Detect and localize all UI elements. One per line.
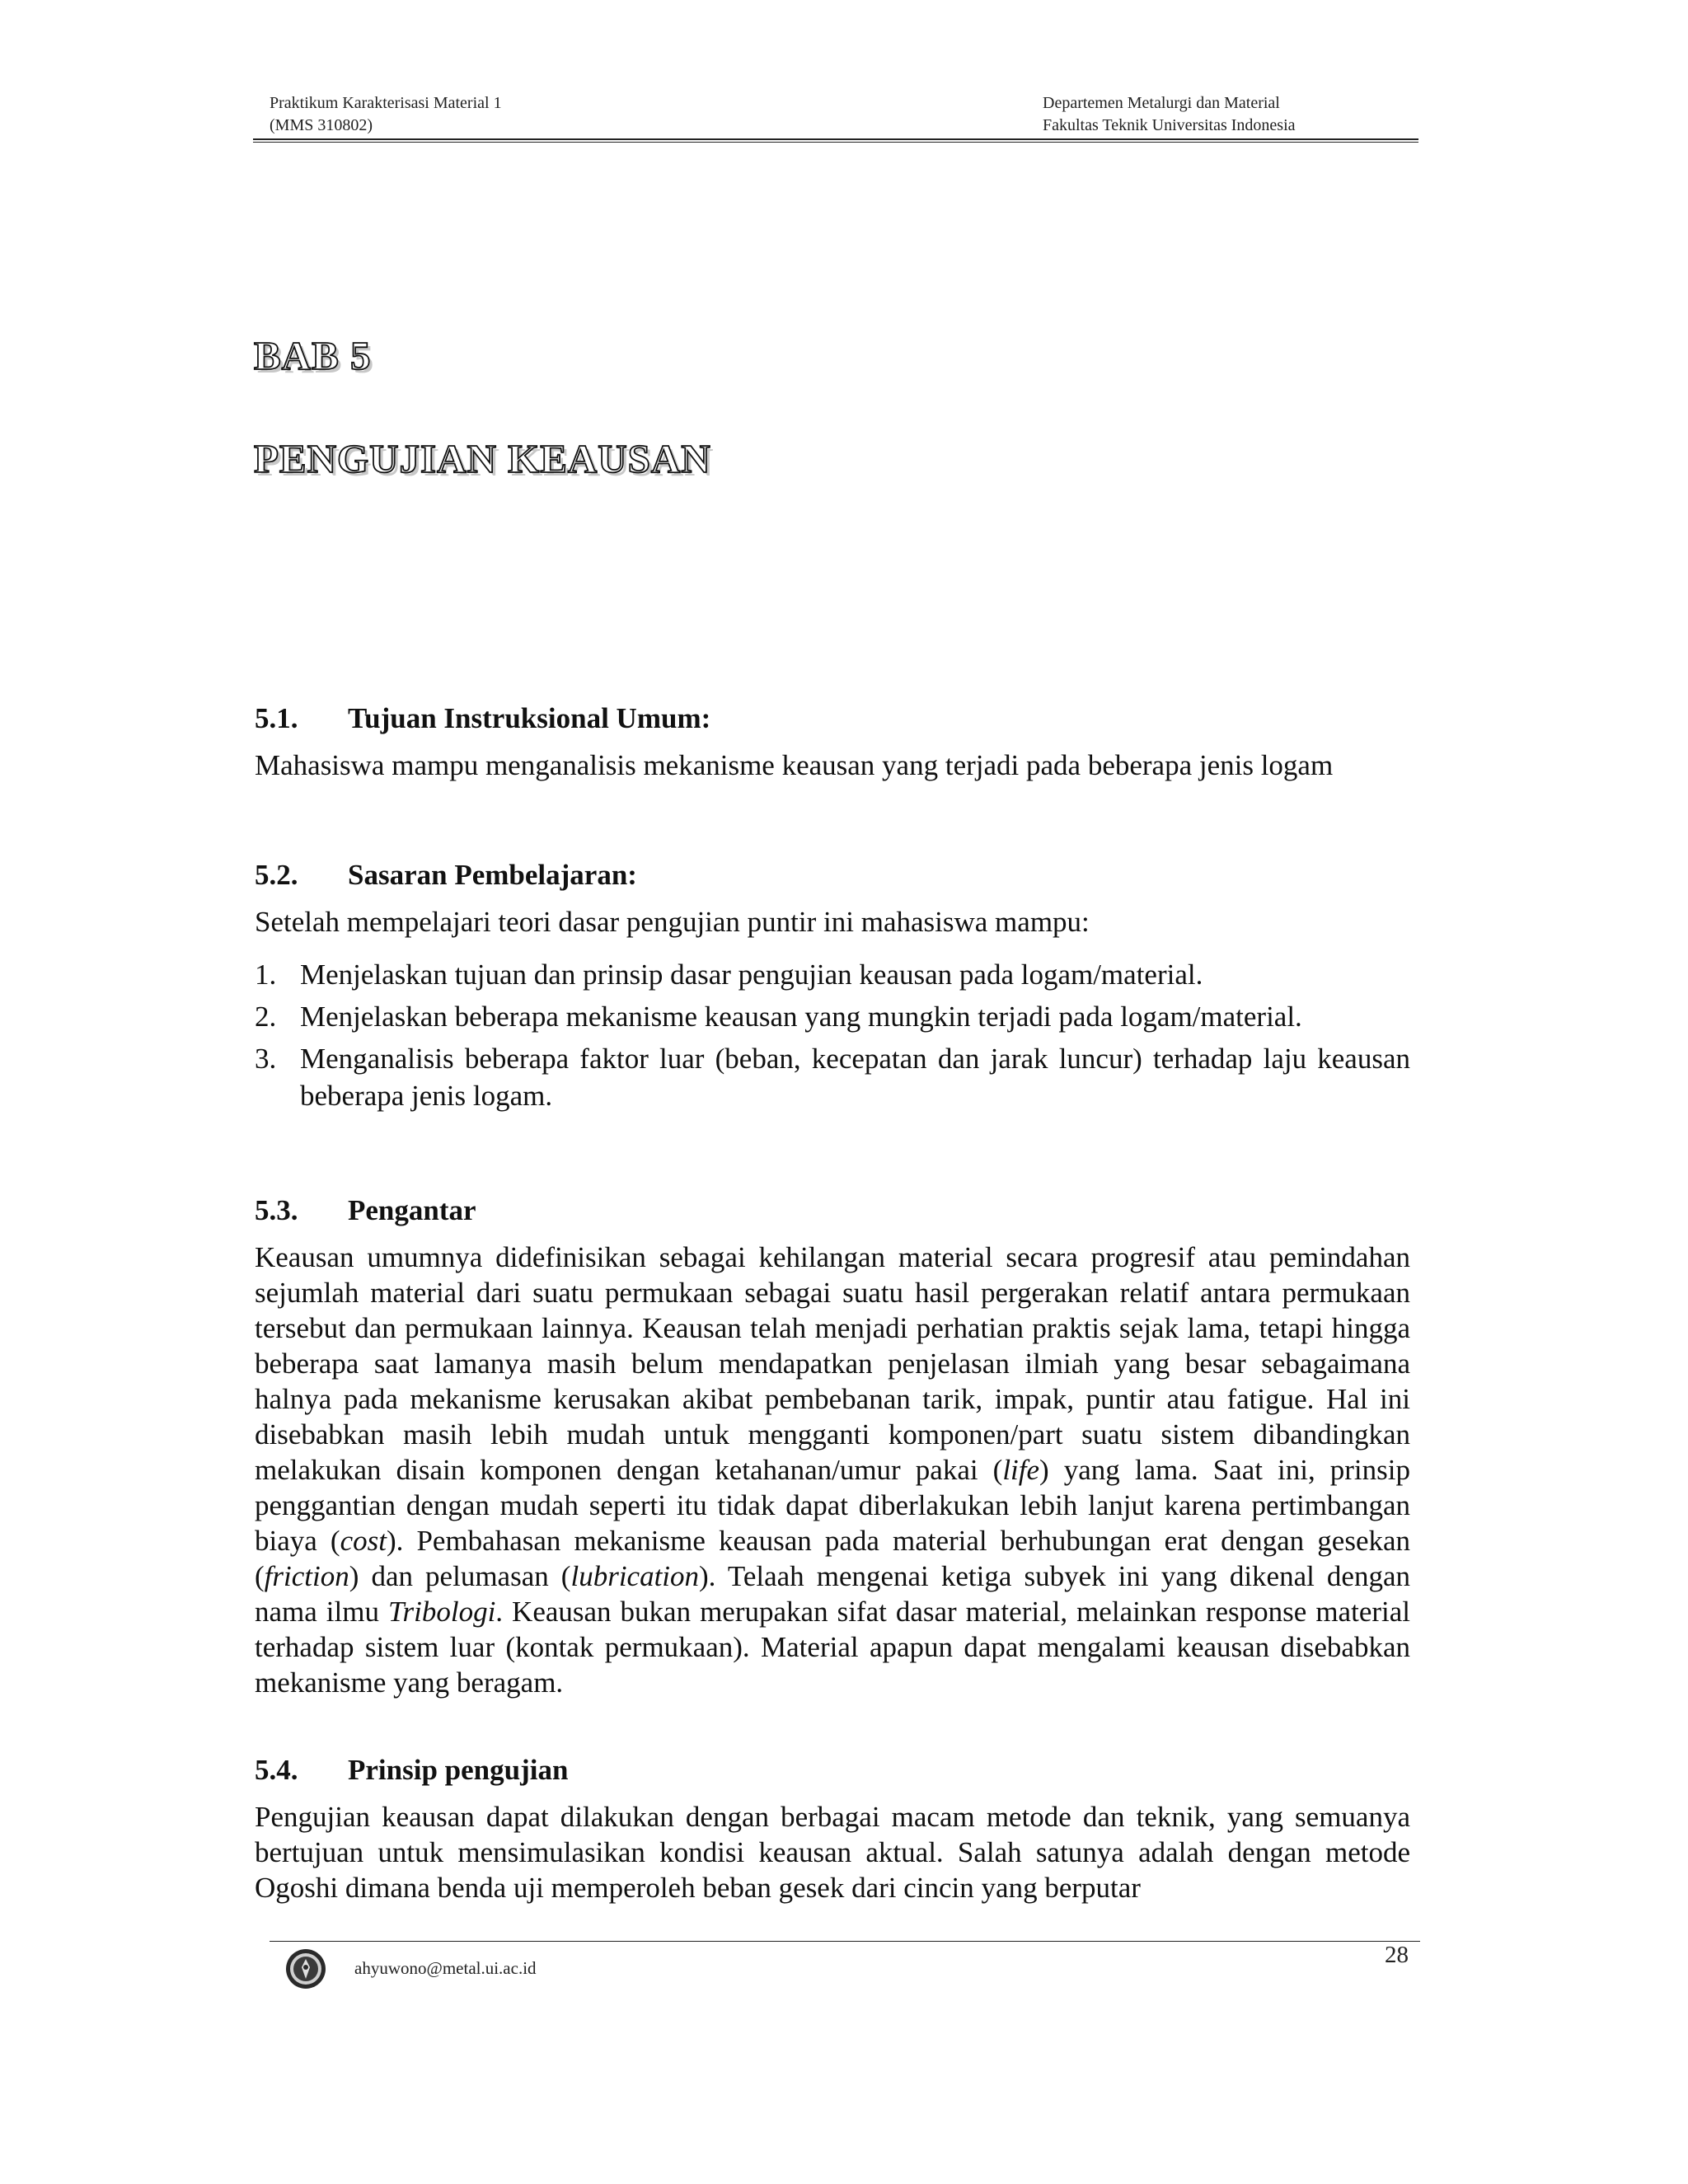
section-5-4-text: Pengujian keausan dapat dilakukan dengan berbagai macam metode dan teknik, yang semuanya bertujuan untuk mensimulasikan kondisi keausan aktual. Salah satunya adalah dengan metode Ogoshi dimana benda uji memperoleh beban gesek dari cincin yang berputar	[255, 1801, 1410, 1904]
header-divider	[253, 138, 1418, 140]
section-number: 5.2.	[255, 859, 298, 891]
term-life: life	[1002, 1454, 1040, 1486]
section-heading-5-3	[255, 1193, 476, 1229]
section-title: Prinsip pengujian	[348, 1754, 569, 1786]
section-5-1-text: Mahasiswa mampu menganalisis mekanisme keausan yang terjadi pada beberapa jenis logam	[255, 749, 1334, 781]
section-title: Sasaran Pembelajaran:	[348, 859, 637, 891]
section-title: Tujuan Instruksional Umum:	[348, 702, 711, 734]
section-heading-5-1	[255, 701, 710, 737]
chapter-number: BAB 5	[254, 333, 372, 378]
section-title: Pengantar	[348, 1194, 476, 1226]
footer-divider	[270, 1941, 1420, 1942]
section-number: 5.1.	[255, 702, 298, 734]
chapter-title: PENGUJIAN KEAUSAN	[254, 436, 711, 481]
term-cost: cost	[340, 1525, 387, 1557]
list-item: 3. Menganalisis beberapa faktor luar (beban, kecepatan dan jarak luncur) terhadap laju keausan beberapa jenis logam.	[255, 1043, 1410, 1112]
section-heading-5-2	[255, 857, 637, 893]
term-lubrication: lubrication	[570, 1560, 700, 1592]
section-number: 5.4.	[255, 1754, 298, 1786]
header-divider-thin	[253, 142, 1418, 143]
page-number: 28	[1385, 1942, 1409, 1968]
learning-objectives-list	[255, 956, 1410, 1119]
course-code: (MMS 310802)	[270, 116, 373, 134]
header-right	[1043, 92, 1296, 137]
faculty-name: Fakultas Teknik Universitas Indonesia	[1043, 116, 1296, 134]
term-tribologi: Tribologi	[387, 1596, 496, 1628]
term-friction: friction	[264, 1560, 349, 1592]
course-name: Praktikum Karakterisasi Material 1	[270, 94, 502, 112]
list-item: 1. Menjelaskan tujuan dan prinsip dasar pengujian keausan pada logam/material.	[255, 958, 1203, 991]
header-left	[270, 92, 502, 137]
list-item: 2. Menjelaskan beberapa mekanisme keausan yang mungkin terjadi pada logam/material.	[255, 1001, 1302, 1033]
section-heading-5-4	[255, 1752, 568, 1788]
section-5-2-intro: Setelah mempelajari teori dasar pengujian puntir ini mahasiswa mampu:	[255, 906, 1090, 938]
section-5-3-text: Keausan umumnya didefinisikan sebagai kehilangan material secara progresif atau pemindahan sejumlah material dari suatu permukaan sebagai suatu hasil pergerakan relatif antara permukaan tersebut dan permukaan lainnya. Keausan telah menjadi perhatian praktis sejak lama, tetapi hingga beberapa saat lamanya masih belum mendapatkan penjelasan ilmiah yang besar sebagaimana halnya pada mekanisme kerusakan akibat pembebanan tarik, impak, puntir atau fatigue. Hal ini disebabkan masih lebih mudah untuk mengganti komponen/part suatu sistem dibandingkan melakukan disain komponen dengan ketahanan/umur pakai (life) yang lama. Saat ini, prinsip penggantian dengan mudah seperti itu tidak dapat diberlakukan lebih lanjut karena pertimbangan biaya (cost). Pembahasan mekanisme keausan pada material berhubungan erat dengan gesekan (friction) dan pelumasan (lubrication). Telaah mengenai ketiga subyek ini yang dikenal dengan nama ilmu Tribologi. Keausan bukan merupakan sifat dasar material, melainkan response material terhadap sistem luar (kontak permukaan). Material apapun dapat mengalami keausan disebabkan mekanisme yang beragam.	[255, 1241, 1411, 1699]
section-number: 5.3.	[255, 1194, 298, 1226]
department-name: Departemen Metalurgi dan Material	[1043, 94, 1280, 112]
author-email: ahyuwono@metal.ui.ac.id	[354, 1958, 537, 1978]
university-seal-icon	[284, 1947, 327, 1990]
